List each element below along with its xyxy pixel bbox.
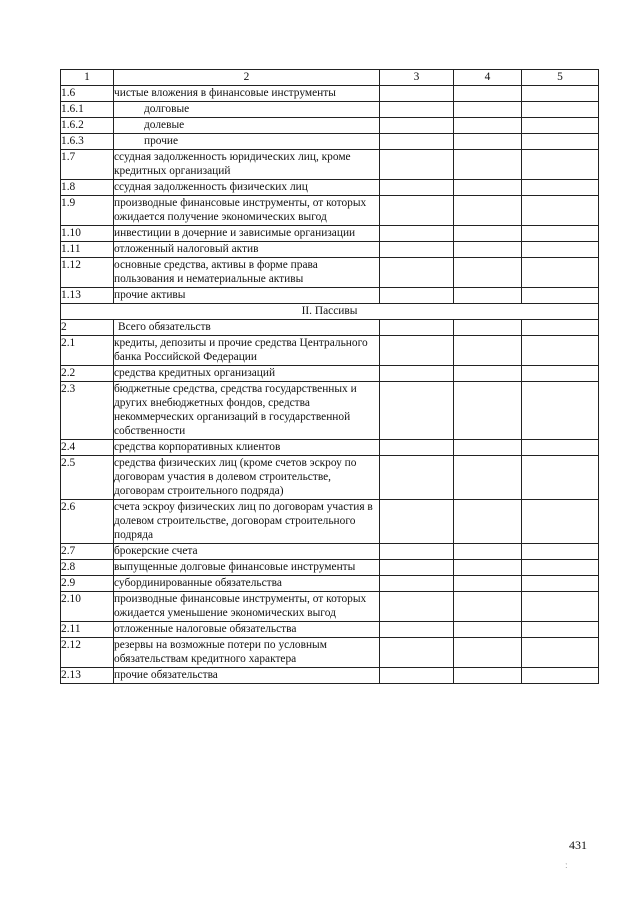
table-row [61, 320, 599, 336]
row-code: 2.7 [61, 544, 114, 560]
value-cell-col-3 [380, 180, 454, 196]
row-code: 2.11 [61, 622, 114, 638]
value-cell-col-3 [380, 226, 454, 242]
value-cell-col-3 [380, 320, 454, 336]
value-cell-col-3 [380, 440, 454, 456]
table-body [61, 86, 599, 684]
value-cell-col-5 [522, 500, 599, 544]
row-label: производные финансовые инструменты, от которых ожидается получение экономических выгод [114, 196, 380, 226]
value-cell-col-3 [380, 592, 454, 622]
row-label: средства физических лиц (кроме счетов эскроу по договорам участия в долевом строительстве, договорам строительного подряда) [114, 456, 380, 500]
row-label: субординированные обязательства [114, 576, 380, 592]
table-row [61, 196, 599, 226]
value-cell-col-3 [380, 242, 454, 258]
row-code: 2.2 [61, 366, 114, 382]
table-row [61, 668, 599, 684]
value-cell-col-4 [454, 500, 522, 544]
row-code: 1.7 [61, 150, 114, 180]
value-cell-col-5 [522, 382, 599, 440]
value-cell-col-4 [454, 336, 522, 366]
row-label: отложенный налоговый актив [114, 242, 380, 258]
value-cell-col-4 [454, 288, 522, 304]
row-label: отложенные налоговые обязательства [114, 622, 380, 638]
value-cell-col-3 [380, 86, 454, 102]
table-row [61, 258, 599, 288]
table-row [61, 560, 599, 576]
value-cell-col-3 [380, 288, 454, 304]
row-code: 2.10 [61, 592, 114, 622]
row-code: 1.9 [61, 196, 114, 226]
section-title: II. Пассивы [61, 304, 599, 320]
value-cell-col-3 [380, 258, 454, 288]
row-code: 1.6.3 [61, 134, 114, 150]
header-row [61, 70, 599, 86]
value-cell-col-5 [522, 576, 599, 592]
value-cell-col-4 [454, 258, 522, 288]
value-cell-col-5 [522, 440, 599, 456]
value-cell-col-4 [454, 440, 522, 456]
page-number: 431 [569, 838, 587, 852]
row-code: 2.13 [61, 668, 114, 684]
table-row [61, 456, 599, 500]
value-cell-col-4 [454, 180, 522, 196]
row-code: 1.13 [61, 288, 114, 304]
table-row [61, 102, 599, 118]
row-code: 1.6 [61, 86, 114, 102]
value-cell-col-5 [522, 118, 599, 134]
table-row [61, 336, 599, 366]
value-cell-col-3 [380, 638, 454, 668]
row-code: 2.8 [61, 560, 114, 576]
value-cell-col-4 [454, 226, 522, 242]
table-row [61, 638, 599, 668]
row-label: выпущенные долговые финансовые инструменты [114, 560, 380, 576]
row-label: кредиты, депозиты и прочие средства Центрального банка Российской Федерации [114, 336, 380, 366]
row-code: 1.12 [61, 258, 114, 288]
header-col-5: 5 [522, 70, 599, 86]
value-cell-col-4 [454, 196, 522, 226]
header-col-4: 4 [454, 70, 522, 86]
table-row [61, 500, 599, 544]
row-label: долговые [114, 102, 380, 118]
row-code: 1.8 [61, 180, 114, 196]
value-cell-col-4 [454, 638, 522, 668]
row-label: ссудная задолженность физических лиц [114, 180, 380, 196]
table-row [61, 440, 599, 456]
section-row [61, 304, 599, 320]
table-row [61, 288, 599, 304]
value-cell-col-4 [454, 118, 522, 134]
row-label: резервы на возможные потери по условным обязательствам кредитного характера [114, 638, 380, 668]
value-cell-col-5 [522, 196, 599, 226]
value-cell-col-3 [380, 500, 454, 544]
row-code: 1.6.1 [61, 102, 114, 118]
value-cell-col-5 [522, 102, 599, 118]
table-row [61, 622, 599, 638]
value-cell-col-4 [454, 242, 522, 258]
value-cell-col-4 [454, 560, 522, 576]
value-cell-col-5 [522, 668, 599, 684]
table-row [61, 576, 599, 592]
value-cell-col-3 [380, 118, 454, 134]
value-cell-col-5 [522, 544, 599, 560]
row-label: чистые вложения в финансовые инструменты [114, 86, 380, 102]
row-label: бюджетные средства, средства государственных и других внебюджетных фондов, средства некоммерческих организаций в государственной собственности [114, 382, 380, 440]
table-row [61, 150, 599, 180]
value-cell-col-4 [454, 102, 522, 118]
row-label: Всего обязательств [114, 320, 380, 336]
value-cell-col-4 [454, 366, 522, 382]
value-cell-col-5 [522, 592, 599, 622]
value-cell-col-5 [522, 258, 599, 288]
header-col-3: 3 [380, 70, 454, 86]
row-code: 2.12 [61, 638, 114, 668]
table-row [61, 86, 599, 102]
table-row [61, 366, 599, 382]
row-label: инвестиции в дочерние и зависимые организации [114, 226, 380, 242]
value-cell-col-4 [454, 576, 522, 592]
value-cell-col-3 [380, 560, 454, 576]
balance-table [60, 69, 599, 684]
value-cell-col-5 [522, 366, 599, 382]
row-code: 2.9 [61, 576, 114, 592]
table-row [61, 242, 599, 258]
value-cell-col-4 [454, 592, 522, 622]
value-cell-col-5 [522, 180, 599, 196]
value-cell-col-3 [380, 336, 454, 366]
value-cell-col-5 [522, 86, 599, 102]
corner-mark: ː [565, 860, 568, 870]
value-cell-col-4 [454, 320, 522, 336]
value-cell-col-4 [454, 544, 522, 560]
value-cell-col-5 [522, 622, 599, 638]
table-row [61, 118, 599, 134]
row-label: счета эскроу физических лиц по договорам участия в долевом строительстве, договорам строительного подряда [114, 500, 380, 544]
value-cell-col-5 [522, 134, 599, 150]
row-label: брокерские счета [114, 544, 380, 560]
row-label: ссудная задолженность юридических лиц, кроме кредитных организаций [114, 150, 380, 180]
value-cell-col-5 [522, 242, 599, 258]
header-col-1: 1 [61, 70, 114, 86]
value-cell-col-3 [380, 102, 454, 118]
value-cell-col-3 [380, 150, 454, 180]
value-cell-col-3 [380, 196, 454, 226]
value-cell-col-5 [522, 560, 599, 576]
value-cell-col-4 [454, 86, 522, 102]
table-row [61, 544, 599, 560]
value-cell-col-4 [454, 382, 522, 440]
value-cell-col-5 [522, 288, 599, 304]
row-label: средства корпоративных клиентов [114, 440, 380, 456]
value-cell-col-5 [522, 226, 599, 242]
value-cell-col-5 [522, 456, 599, 500]
row-code: 1.10 [61, 226, 114, 242]
value-cell-col-3 [380, 134, 454, 150]
value-cell-col-4 [454, 150, 522, 180]
value-cell-col-4 [454, 456, 522, 500]
table-row [61, 180, 599, 196]
row-label: долевые [114, 118, 380, 134]
value-cell-col-4 [454, 668, 522, 684]
table-row [61, 134, 599, 150]
row-code: 1.11 [61, 242, 114, 258]
row-label: прочие обязательства [114, 668, 380, 684]
value-cell-col-4 [454, 622, 522, 638]
row-label: производные финансовые инструменты, от которых ожидается уменьшение экономических выгод [114, 592, 380, 622]
value-cell-col-3 [380, 366, 454, 382]
value-cell-col-4 [454, 134, 522, 150]
row-label: средства кредитных организаций [114, 366, 380, 382]
row-code: 1.6.2 [61, 118, 114, 134]
table-row [61, 592, 599, 622]
row-label: прочие активы [114, 288, 380, 304]
row-code: 2.1 [61, 336, 114, 366]
table-row [61, 382, 599, 440]
value-cell-col-3 [380, 668, 454, 684]
row-label: основные средства, активы в форме права пользования и нематериальные активы [114, 258, 380, 288]
row-label: прочие [114, 134, 380, 150]
row-code: 2.6 [61, 500, 114, 544]
value-cell-col-3 [380, 622, 454, 638]
value-cell-col-3 [380, 382, 454, 440]
row-code: 2.4 [61, 440, 114, 456]
row-code: 2.3 [61, 382, 114, 440]
value-cell-col-5 [522, 320, 599, 336]
table-row [61, 226, 599, 242]
row-code: 2.5 [61, 456, 114, 500]
value-cell-col-3 [380, 456, 454, 500]
row-code: 2 [61, 320, 114, 336]
value-cell-col-5 [522, 336, 599, 366]
value-cell-col-5 [522, 638, 599, 668]
value-cell-col-3 [380, 576, 454, 592]
value-cell-col-5 [522, 150, 599, 180]
value-cell-col-3 [380, 544, 454, 560]
header-col-2: 2 [114, 70, 380, 86]
